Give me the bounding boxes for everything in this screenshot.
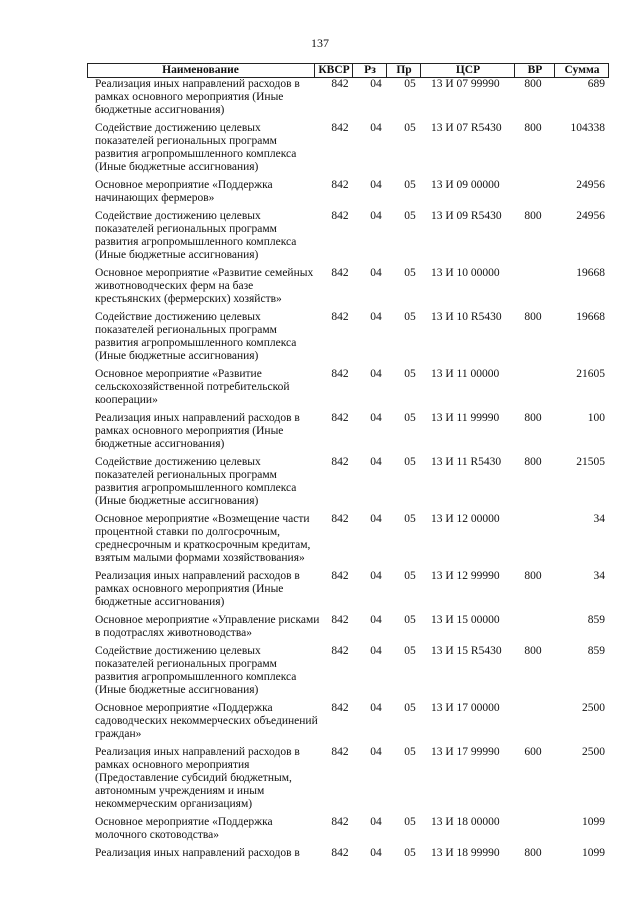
header-vr: ВР (514, 64, 555, 77)
row-kvsr: 842 (331, 412, 349, 424)
row-sum: 34 (593, 513, 605, 525)
row-sum: 859 (587, 645, 605, 657)
row-rz: 04 (370, 614, 382, 626)
row-rz: 04 (370, 267, 382, 279)
table-body (87, 78, 609, 860)
row-pr: 05 (404, 78, 416, 90)
row-rz: 04 (370, 179, 382, 191)
row-csr: 13 И 07 99990 (431, 78, 500, 90)
row-vr: 800 (524, 412, 542, 424)
row-name: Основное мероприятие «Развитие семейных животноводческих ферм на базе крестьянских (фермерских) хозяйств» (95, 267, 314, 305)
header-kvsr: КВСР (314, 64, 353, 77)
table-row (87, 122, 609, 174)
row-csr: 13 И 07 R5430 (431, 122, 502, 134)
table-header (87, 63, 609, 78)
row-sum: 689 (587, 78, 605, 90)
row-csr: 13 И 15 00000 (431, 614, 500, 626)
row-csr: 13 И 18 00000 (431, 816, 500, 828)
table-row (87, 746, 609, 811)
row-pr: 05 (404, 210, 416, 222)
row-csr: 13 И 09 R5430 (431, 210, 502, 222)
table-row (87, 412, 609, 451)
row-sum: 859 (587, 614, 605, 626)
row-vr: 800 (524, 847, 542, 859)
row-csr: 13 И 11 R5430 (431, 456, 502, 468)
row-vr: 800 (524, 456, 542, 468)
row-sum: 19668 (576, 267, 605, 279)
row-name: Реализация иных направлений расходов в (95, 847, 300, 859)
row-name: Реализация иных направлений расходов в рамках основного мероприятия (Иные бюджетные ассигнования) (95, 78, 300, 116)
row-rz: 04 (370, 122, 382, 134)
row-pr: 05 (404, 746, 416, 758)
row-csr: 13 И 12 00000 (431, 513, 500, 525)
row-name: Основное мероприятие «Возмещение части процентной ставки по долгосрочным, среднесрочным и краткосрочным кредитам, взятым малыми формами хозяйствования» (95, 513, 311, 564)
row-name: Реализация иных направлений расходов в рамках основного мероприятия (Предоставление субсидий бюджетным, автономным учреждениям и иным некоммерческим организациям) (95, 746, 300, 810)
row-rz: 04 (370, 816, 382, 828)
row-pr: 05 (404, 513, 416, 525)
row-name: Содействие достижению целевых показателей региональных программ развития агропромышленного комплекса (Иные бюджетные ассигнования) (95, 645, 297, 696)
row-sum: 21605 (576, 368, 605, 380)
row-pr: 05 (404, 412, 416, 424)
row-pr: 05 (404, 816, 416, 828)
row-kvsr: 842 (331, 456, 349, 468)
row-name: Содействие достижению целевых показателей региональных программ развития агропромышленного комплекса (Иные бюджетные ассигнования) (95, 311, 297, 362)
table-row (87, 614, 609, 640)
row-csr: 13 И 12 99990 (431, 570, 500, 582)
row-rz: 04 (370, 456, 382, 468)
header-name: Наименование (162, 64, 239, 76)
row-rz: 04 (370, 311, 382, 323)
row-kvsr: 842 (331, 702, 349, 714)
row-sum: 19668 (576, 311, 605, 323)
row-pr: 05 (404, 645, 416, 657)
row-rz: 04 (370, 412, 382, 424)
row-pr: 05 (404, 614, 416, 626)
row-kvsr: 842 (331, 78, 349, 90)
table-row (87, 513, 609, 565)
row-kvsr: 842 (331, 614, 349, 626)
row-vr: 800 (524, 645, 542, 657)
row-pr: 05 (404, 122, 416, 134)
row-rz: 04 (370, 78, 382, 90)
row-pr: 05 (404, 456, 416, 468)
row-csr: 13 И 10 R5430 (431, 311, 502, 323)
row-rz: 04 (370, 746, 382, 758)
row-kvsr: 842 (331, 570, 349, 582)
table-row (87, 179, 609, 205)
row-name: Основное мероприятие «Поддержка молочного скотоводства» (95, 816, 273, 841)
row-kvsr: 842 (331, 368, 349, 380)
row-name: Основное мероприятие «Развитие сельскохозяйственной потребительской кооперации» (95, 368, 290, 406)
row-pr: 05 (404, 179, 416, 191)
row-rz: 04 (370, 210, 382, 222)
row-sum: 1099 (582, 847, 605, 859)
row-pr: 05 (404, 267, 416, 279)
row-rz: 04 (370, 570, 382, 582)
row-csr: 13 И 18 99990 (431, 847, 500, 859)
row-sum: 24956 (576, 210, 605, 222)
row-kvsr: 842 (331, 746, 349, 758)
table-row (87, 78, 609, 117)
row-vr: 800 (524, 570, 542, 582)
row-sum: 100 (587, 412, 605, 424)
row-kvsr: 842 (331, 513, 349, 525)
row-csr: 13 И 15 R5430 (431, 645, 502, 657)
row-kvsr: 842 (331, 210, 349, 222)
row-csr: 13 И 10 00000 (431, 267, 500, 279)
row-csr: 13 И 11 99990 (431, 412, 500, 424)
row-pr: 05 (404, 368, 416, 380)
row-sum: 21505 (576, 456, 605, 468)
header-csr: ЦСР (420, 64, 515, 77)
row-vr: 600 (524, 746, 542, 758)
row-pr: 05 (404, 847, 416, 859)
row-name: Содействие достижению целевых показателей региональных программ развития агропромышленного комплекса (Иные бюджетные ассигнования) (95, 456, 297, 507)
row-sum: 34 (593, 570, 605, 582)
row-sum: 24956 (576, 179, 605, 191)
row-kvsr: 842 (331, 816, 349, 828)
row-pr: 05 (404, 702, 416, 714)
header-sum: Сумма (554, 64, 609, 77)
row-kvsr: 842 (331, 179, 349, 191)
table-row (87, 847, 609, 860)
table-row (87, 267, 609, 306)
table-row (87, 645, 609, 697)
table-row (87, 368, 609, 407)
row-kvsr: 842 (331, 122, 349, 134)
table-row (87, 311, 609, 363)
row-name: Основное мероприятие «Управление рисками в подотраслях животноводства» (95, 614, 320, 639)
row-vr: 800 (524, 311, 542, 323)
row-kvsr: 842 (331, 645, 349, 657)
row-name: Реализация иных направлений расходов в рамках основного мероприятия (Иные бюджетные ассигнования) (95, 412, 300, 450)
row-vr: 800 (524, 122, 542, 134)
header-rz: Рз (352, 64, 387, 77)
row-csr: 13 И 17 00000 (431, 702, 500, 714)
table-row (87, 456, 609, 508)
row-rz: 04 (370, 847, 382, 859)
table-row (87, 702, 609, 741)
row-pr: 05 (404, 570, 416, 582)
row-csr: 13 И 09 00000 (431, 179, 500, 191)
row-kvsr: 842 (331, 847, 349, 859)
row-vr: 800 (524, 78, 542, 90)
row-rz: 04 (370, 368, 382, 380)
row-name: Основное мероприятие «Поддержка садоводческих некоммерческих объединений граждан» (95, 702, 318, 740)
row-rz: 04 (370, 702, 382, 714)
row-name: Реализация иных направлений расходов в рамках основного мероприятия (Иные бюджетные ассигнования) (95, 570, 300, 608)
row-name: Основное мероприятие «Поддержка начинающих фермеров» (95, 179, 273, 204)
row-sum: 1099 (582, 816, 605, 828)
table-row (87, 570, 609, 609)
row-csr: 13 И 11 00000 (431, 368, 500, 380)
row-pr: 05 (404, 311, 416, 323)
row-name: Содействие достижению целевых показателей региональных программ развития агропромышленного комплекса (Иные бюджетные ассигнования) (95, 210, 297, 261)
page-number: 137 (311, 36, 329, 50)
row-kvsr: 842 (331, 267, 349, 279)
row-sum: 2500 (582, 702, 605, 714)
row-rz: 04 (370, 513, 382, 525)
table-row (87, 210, 609, 262)
row-sum: 2500 (582, 746, 605, 758)
row-sum: 104338 (570, 122, 605, 134)
row-csr: 13 И 17 99990 (431, 746, 500, 758)
row-name: Содействие достижению целевых показателей региональных программ развития агропромышленного комплекса (Иные бюджетные ассигнования) (95, 122, 297, 173)
row-kvsr: 842 (331, 311, 349, 323)
table-row (87, 816, 609, 842)
row-rz: 04 (370, 645, 382, 657)
header-pr: Пр (386, 64, 421, 77)
row-vr: 800 (524, 210, 542, 222)
